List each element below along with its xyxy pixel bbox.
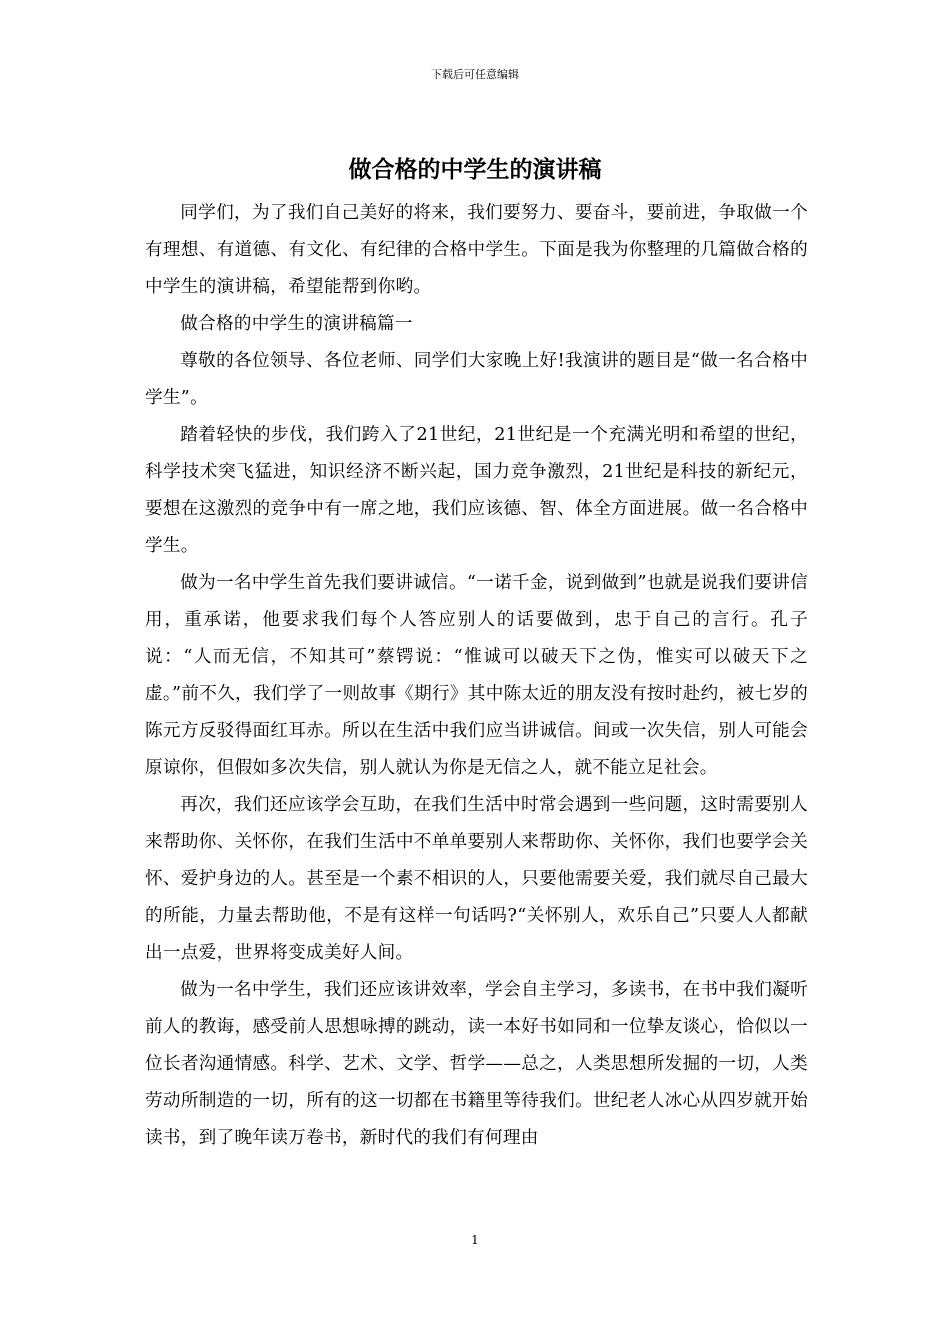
- paragraph-mutual-help: 再次，我们还应该学会互助，在我们生活中时常会遇到一些问题，这时需要别人来帮助你、关怀你，在我们生活中不单单要别人来帮助你、关怀你，我们也要学会关怀、爱护身边的人。甚至是一个素不相识的人，只要他需要关爱，我们就尽自己最大的所能，力量去帮助他，不是有这样一句话吗?“关怀别人，欢乐自己”只要人人都献出一点爱，世界将变成美好人间。: [145, 795, 808, 963]
- section-heading: 做合格的中学生的演讲稿篇一: [180, 314, 413, 334]
- page-number: 1: [471, 1233, 479, 1247]
- document-body: [145, 195, 808, 1157]
- paragraph-honesty: 做为一名中学生首先我们要讲诚信。“一诺千金，说到做到”也就是说我们要讲信用，重承诺，他要求我们每个人答应别人的话要做到，忠于自己的言行。孔子说：“人而无信，不知其可”蔡锷说：“惟诚可以破天下之伪，惟实可以破天下之虚。”前不久，我们学了一则故事《期行》其中陈太近的朋友没有按时赴约，被七岁的陈元方反驳得面红耳赤。所以在生活中我们应当讲诚信。间或一次失信，别人可能会原谅你，但假如多次失信，别人就认为你是无信之人，就不能立足社会。: [145, 573, 808, 778]
- document-title: 做合格的中学生的演讲稿: [348, 157, 602, 183]
- paragraph-efficiency: 做为一名中学生，我们还应该讲效率，学会自主学习，多读书，在书中我们凝听前人的教诲，感受前人思想咏搏的跳动，读一本好书如同和一位挚友谈心，恰似以一位长者沟通情感。科学、艺术、文学、哲学——总之，人类思想所发掘的一切，人类劳动所制造的一切，所有的这一切都在书籍里等待我们。世纪老人冰心从四岁就开始读书，到了晚年读万卷书，新时代的我们有何理由: [145, 980, 808, 1148]
- paragraph-greeting: 尊敬的各位领导、各位老师、同学们大家晚上好!我演讲的题目是“做一名合格中学生”。: [145, 351, 808, 408]
- page-header: 下载后可任意编辑: [431, 68, 519, 81]
- paragraph-century: 踏着轻快的步伐，我们跨入了21世纪，21世纪是一个充满光明和希望的世纪，科学技术突飞猛进，知识经济不断兴起，国力竞争激烈，21世纪是科技的新纪元，要想在这激烈的竞争中有一席之地，我们应该德、智、体全方面进展。做一名合格中学生。: [145, 425, 808, 556]
- paragraph-intro: 同学们，为了我们自己美好的将来，我们要努力、要奋斗，要前进，争取做一个有理想、有道德、有文化、有纪律的合格中学生。下面是我为你整理的几篇做合格的中学生的演讲稿，希望能帮到你哟。: [145, 203, 808, 297]
